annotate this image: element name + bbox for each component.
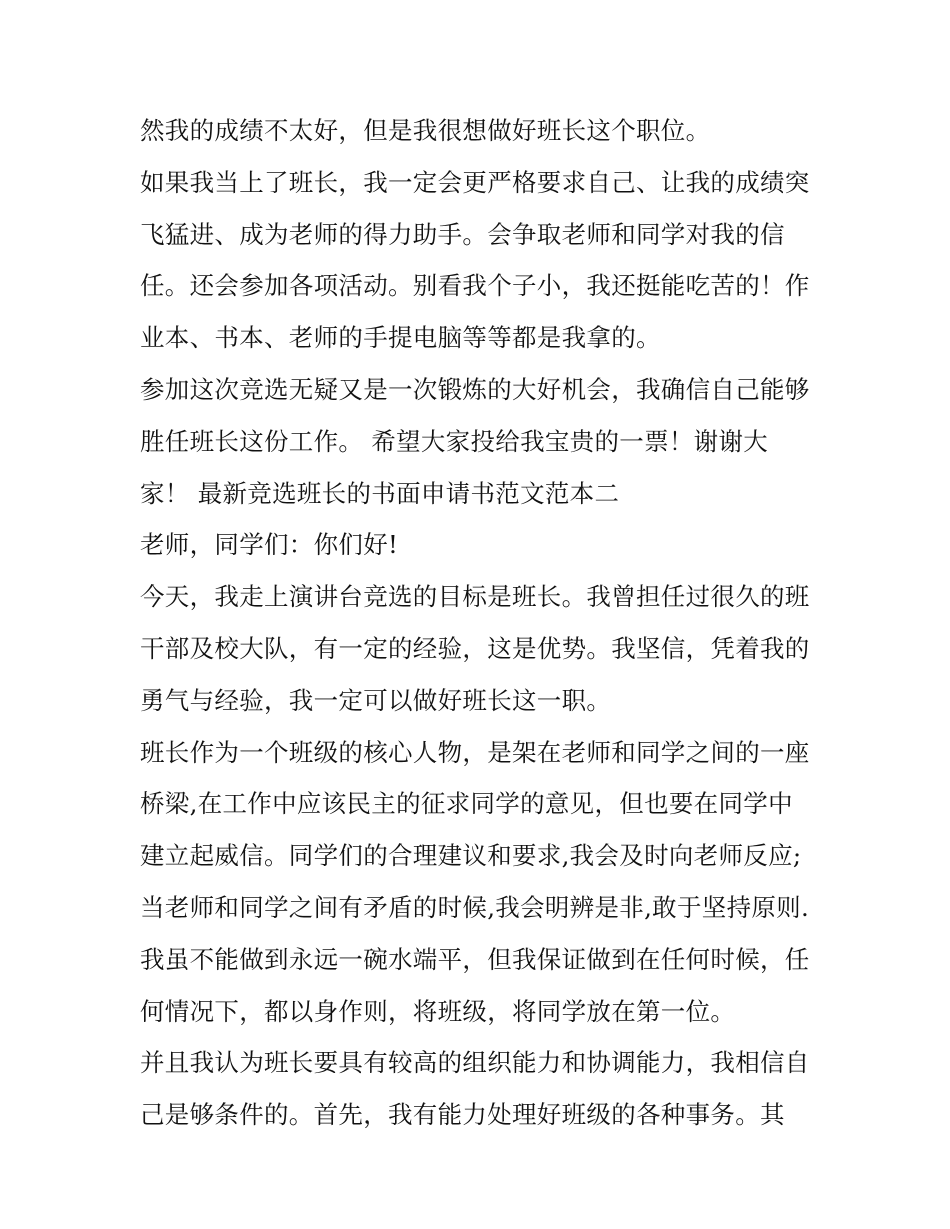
- text-line: 当老师和同学之间有矛盾的时候,我会明辨是非,敢于坚持原则.: [140, 892, 810, 922]
- text-line: 桥梁,在工作中应该民主的征求同学的意见，但也要在同学中: [140, 789, 793, 819]
- text-line: 建立起威信。同学们的合理建议和要求,我会及时向老师反应;: [140, 841, 802, 871]
- text-line: 任。还会参加各项活动。别看我个子小，我还挺能吃苦的！作: [140, 271, 810, 301]
- text-line: 今天，我走上演讲台竞选的目标是班长。我曾担任过很久的班: [140, 582, 810, 612]
- text-line: 然我的成绩不太好，但是我很想做好班长这个职位。: [140, 116, 711, 145]
- text-line: 参加这次竞选无疑又是一次锻炼的大好机会，我确信自己能够: [140, 374, 810, 404]
- text-line: 何情况下，都以身作则，将班级，将同学放在第一位。: [140, 996, 736, 1026]
- text-line: 业本、书本、老师的手提电脑等等都是我拿的。: [140, 323, 661, 353]
- text-line: 老师，同学们：你们好!: [140, 530, 399, 560]
- text-line: 并且我认为班长要具有较高的组织能力和协调能力，我相信自: [140, 1048, 810, 1078]
- text-line: 胜任班长这份工作。 希望大家投给我宝贵的一票！谢谢大: [140, 426, 769, 456]
- text-line: 我虽不能做到永远一碗水端平，但我保证做到在任何时候，任: [140, 944, 810, 974]
- text-line: 飞猛进、成为老师的得力助手。会争取老师和同学对我的信: [140, 219, 785, 249]
- body-text: [140, 105, 820, 1141]
- text-line: 班长作为一个班级的核心人物，是架在老师和同学之间的一座: [140, 737, 810, 767]
- text-line: 勇气与经验，我一定可以做好班长这一职。: [140, 685, 612, 715]
- text-line: 干部及校大队，有一定的经验，这是优势。我坚信，凭着我的: [140, 633, 810, 663]
- text-line: 己是够条件的。首先，我有能力处理好班级的各种事务。其: [140, 1100, 785, 1130]
- text-line: 如果我当上了班长，我一定会更严格要求自己、让我的成绩突: [140, 167, 810, 197]
- text-line: 家！ 最新竞选班长的书面申请书范文范本二: [140, 478, 620, 508]
